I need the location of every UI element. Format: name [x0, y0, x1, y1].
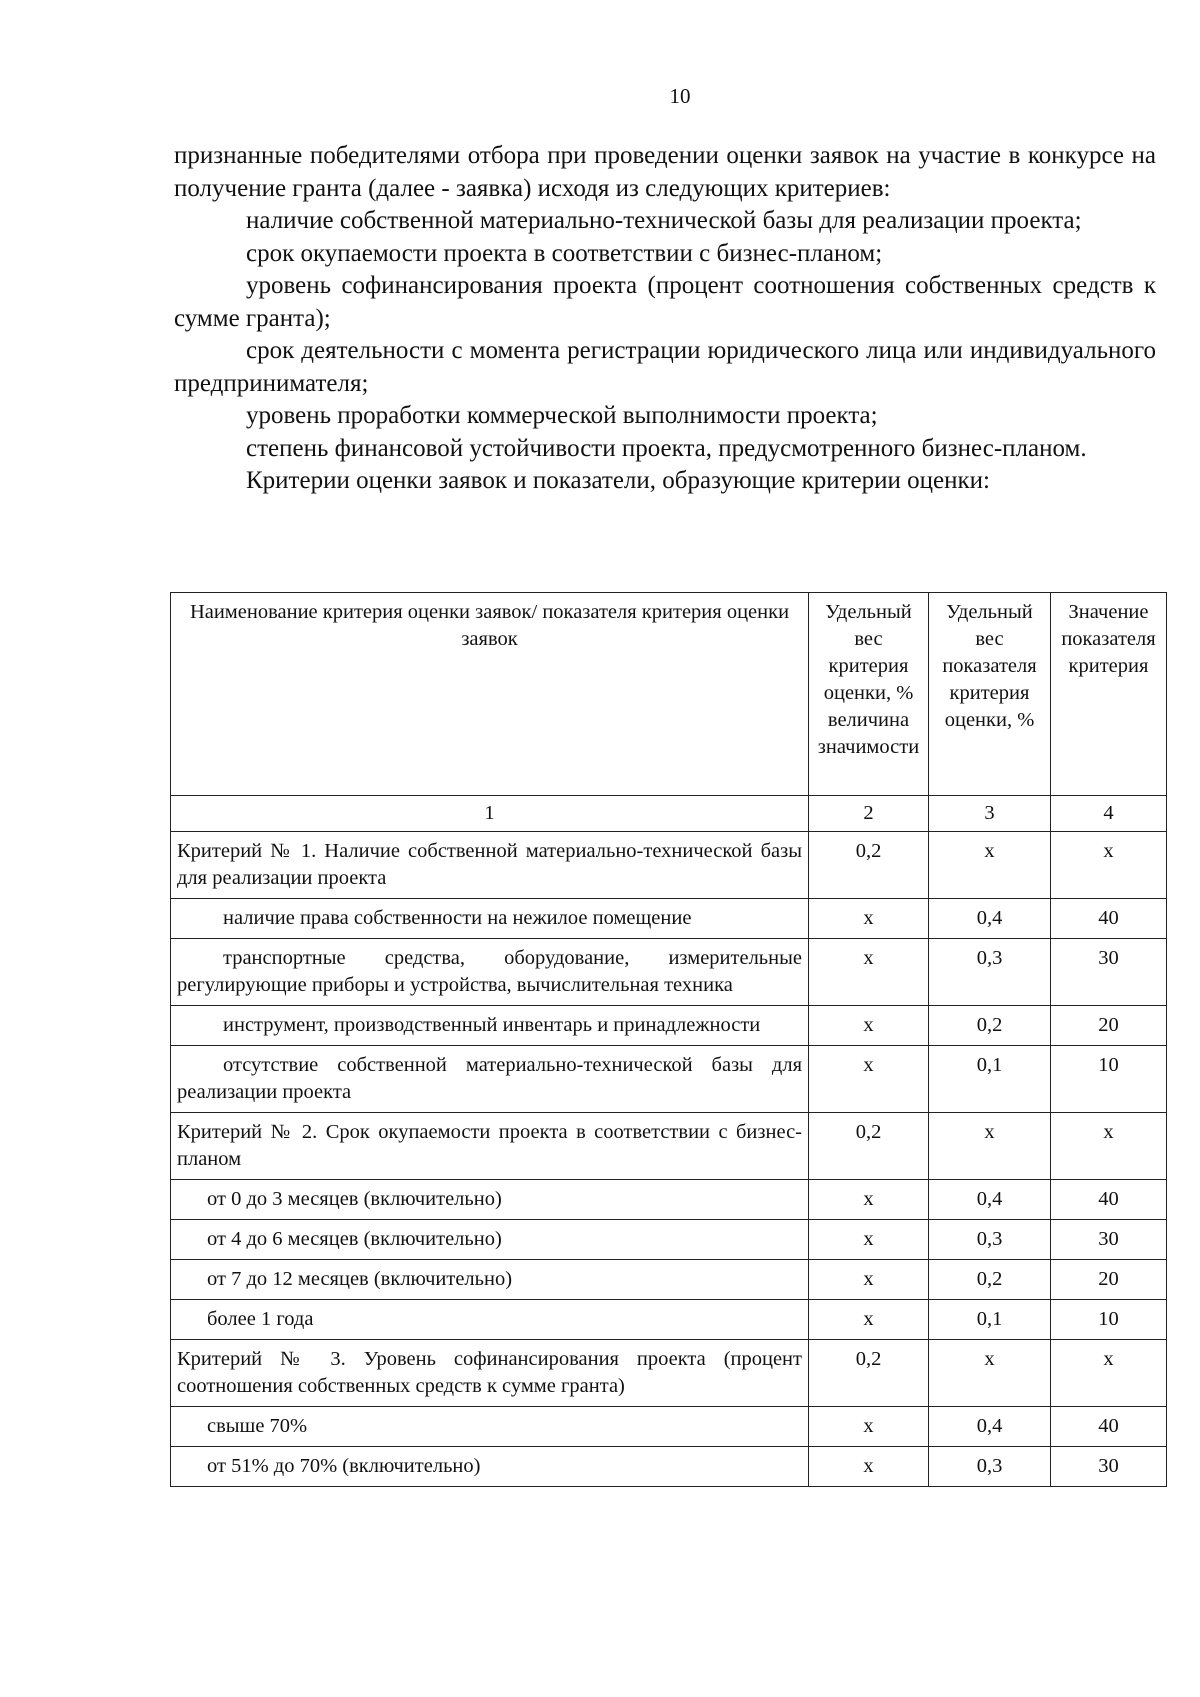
row-value-c3: 0,4	[929, 1180, 1051, 1220]
paragraph: срок деятельности с момента регистрации юридического лица или индивидуального предпринимателя;	[174, 337, 1156, 397]
column-number: 3	[929, 796, 1051, 832]
row-value-c4: 40	[1051, 1180, 1167, 1220]
row-value-c2: 0,2	[809, 832, 929, 899]
row-value-c4: 10	[1051, 1300, 1167, 1340]
column-number: 2	[809, 796, 929, 832]
criteria-table	[170, 592, 1167, 1487]
column-number: 1	[171, 796, 809, 832]
row-value-c3: 0,1	[929, 1300, 1051, 1340]
paragraph: срок окупаемости проекта в соответствии с бизнес-планом;	[246, 239, 883, 267]
row-value-c2: 0,2	[809, 1340, 929, 1407]
header-indicator-weight: Удельный вес показателя критерия оценки, %	[929, 593, 1051, 796]
criterion-row	[171, 832, 1167, 899]
indicator-row	[171, 939, 1167, 1006]
row-value-c3: 0,2	[929, 1260, 1051, 1300]
row-value-c2: х	[809, 1046, 929, 1113]
indicator-row	[171, 1220, 1167, 1260]
row-name-cell: от 51% до 70% (включительно)	[171, 1447, 809, 1487]
indicator-row	[171, 1180, 1167, 1220]
row-name-cell: Критерий № 3. Уровень софинансирования проекта (процент соотношения собственных средств к сумме гранта)	[171, 1340, 809, 1407]
row-value-c3: 0,4	[929, 1407, 1051, 1447]
criteria-table-wrapper	[170, 592, 1166, 1487]
row-value-c2: х	[809, 1260, 929, 1300]
paragraph: наличие собственной материально-технической базы для реализации проекта;	[246, 207, 1082, 234]
row-value-c3: 0,2	[929, 1006, 1051, 1046]
row-value-c3: 0,1	[929, 1046, 1051, 1113]
criterion-row	[171, 1340, 1167, 1407]
row-name-cell: Критерий № 1. Наличие собственной материально-технической базы для реализации проекта	[171, 832, 809, 899]
row-value-c2: х	[809, 1300, 929, 1340]
indicator-row	[171, 1006, 1167, 1046]
row-value-c2: х	[809, 1180, 929, 1220]
row-value-c3: х	[929, 1113, 1051, 1180]
row-name-cell: инструмент, производственный инвентарь и принадлежности	[171, 1006, 809, 1046]
row-name-cell: Критерий № 2. Срок окупаемости проекта в соответствии с бизнес-планом	[171, 1113, 809, 1180]
indicator-row	[171, 1447, 1167, 1487]
row-value-c4: 40	[1051, 899, 1167, 939]
row-name-cell: отсутствие собственной материально-технической базы для реализации проекта	[171, 1046, 809, 1113]
indicator-row	[171, 1300, 1167, 1340]
indicator-row	[171, 899, 1167, 939]
indicator-row	[171, 1260, 1167, 1300]
row-value-c3: х	[929, 1340, 1051, 1407]
row-value-c2: х	[809, 1006, 929, 1046]
row-value-c4: 20	[1051, 1006, 1167, 1046]
row-name-cell: от 0 до 3 месяцев (включительно)	[171, 1180, 809, 1220]
header-criterion-weight: Удельный вес критерия оценки, % величина значимости	[809, 593, 929, 796]
row-value-c4: х	[1051, 1113, 1167, 1180]
row-value-c4: 30	[1051, 939, 1167, 1006]
row-value-c2: х	[809, 939, 929, 1006]
row-name-cell: более 1 года	[171, 1300, 809, 1340]
row-value-c4: х	[1051, 832, 1167, 899]
row-value-c3: 0,4	[929, 899, 1051, 939]
column-number: 4	[1051, 796, 1167, 832]
body-text	[174, 140, 1156, 498]
page-number: 10	[669, 84, 691, 108]
table-header-row	[171, 593, 1167, 796]
row-value-c2: х	[809, 1220, 929, 1260]
row-value-c2: х	[809, 899, 929, 939]
row-name-cell: свыше 70%	[171, 1407, 809, 1447]
paragraph: уровень софинансирования проекта (процент соотношения собственных средств к сумме гранта);	[174, 272, 1156, 332]
table-body	[171, 832, 1167, 1487]
row-value-c2: х	[809, 1447, 929, 1487]
row-value-c4: х	[1051, 1340, 1167, 1407]
row-name-cell: наличие права собственности на нежилое помещение	[171, 899, 809, 939]
row-value-c3: 0,3	[929, 1447, 1051, 1487]
row-value-c4: 20	[1051, 1260, 1167, 1300]
criterion-row	[171, 1113, 1167, 1180]
row-value-c3: 0,3	[929, 939, 1051, 1006]
indicator-row	[171, 1046, 1167, 1113]
header-criterion-name: Наименование критерия оценки заявок/ показателя критерия оценки заявок	[171, 593, 809, 796]
row-value-c4: 10	[1051, 1046, 1167, 1113]
header-indicator-value: Значение показателя критерия	[1051, 593, 1167, 796]
row-value-c2: х	[809, 1407, 929, 1447]
paragraph: степень финансовой устойчивости проекта, предусмотренного бизнес-планом.	[246, 434, 1087, 462]
row-value-c3: х	[929, 832, 1051, 899]
row-value-c4: 30	[1051, 1220, 1167, 1260]
row-value-c4: 40	[1051, 1407, 1167, 1447]
row-name-cell: от 4 до 6 месяцев (включительно)	[171, 1220, 809, 1260]
column-number-row	[171, 796, 1167, 832]
row-name-cell: от 7 до 12 месяцев (включительно)	[171, 1260, 809, 1300]
paragraph: Критерии оценки заявок и показатели, образующие критерии оценки:	[246, 467, 990, 494]
paragraph: признанные победителями отбора при проведении оценки заявок на участие в конкурсе на получение гранта (далее - заявка) исходя из следующих критериев:	[174, 142, 1156, 202]
indicator-row	[171, 1407, 1167, 1447]
row-value-c3: 0,3	[929, 1220, 1051, 1260]
row-value-c4: 30	[1051, 1447, 1167, 1487]
row-value-c2: 0,2	[809, 1113, 929, 1180]
paragraph: уровень проработки коммерческой выполнимости проекта;	[246, 402, 878, 429]
row-name-cell: транспортные средства, оборудование, измерительные регулирующие приборы и устройства, вычислительная техника	[171, 939, 809, 1006]
